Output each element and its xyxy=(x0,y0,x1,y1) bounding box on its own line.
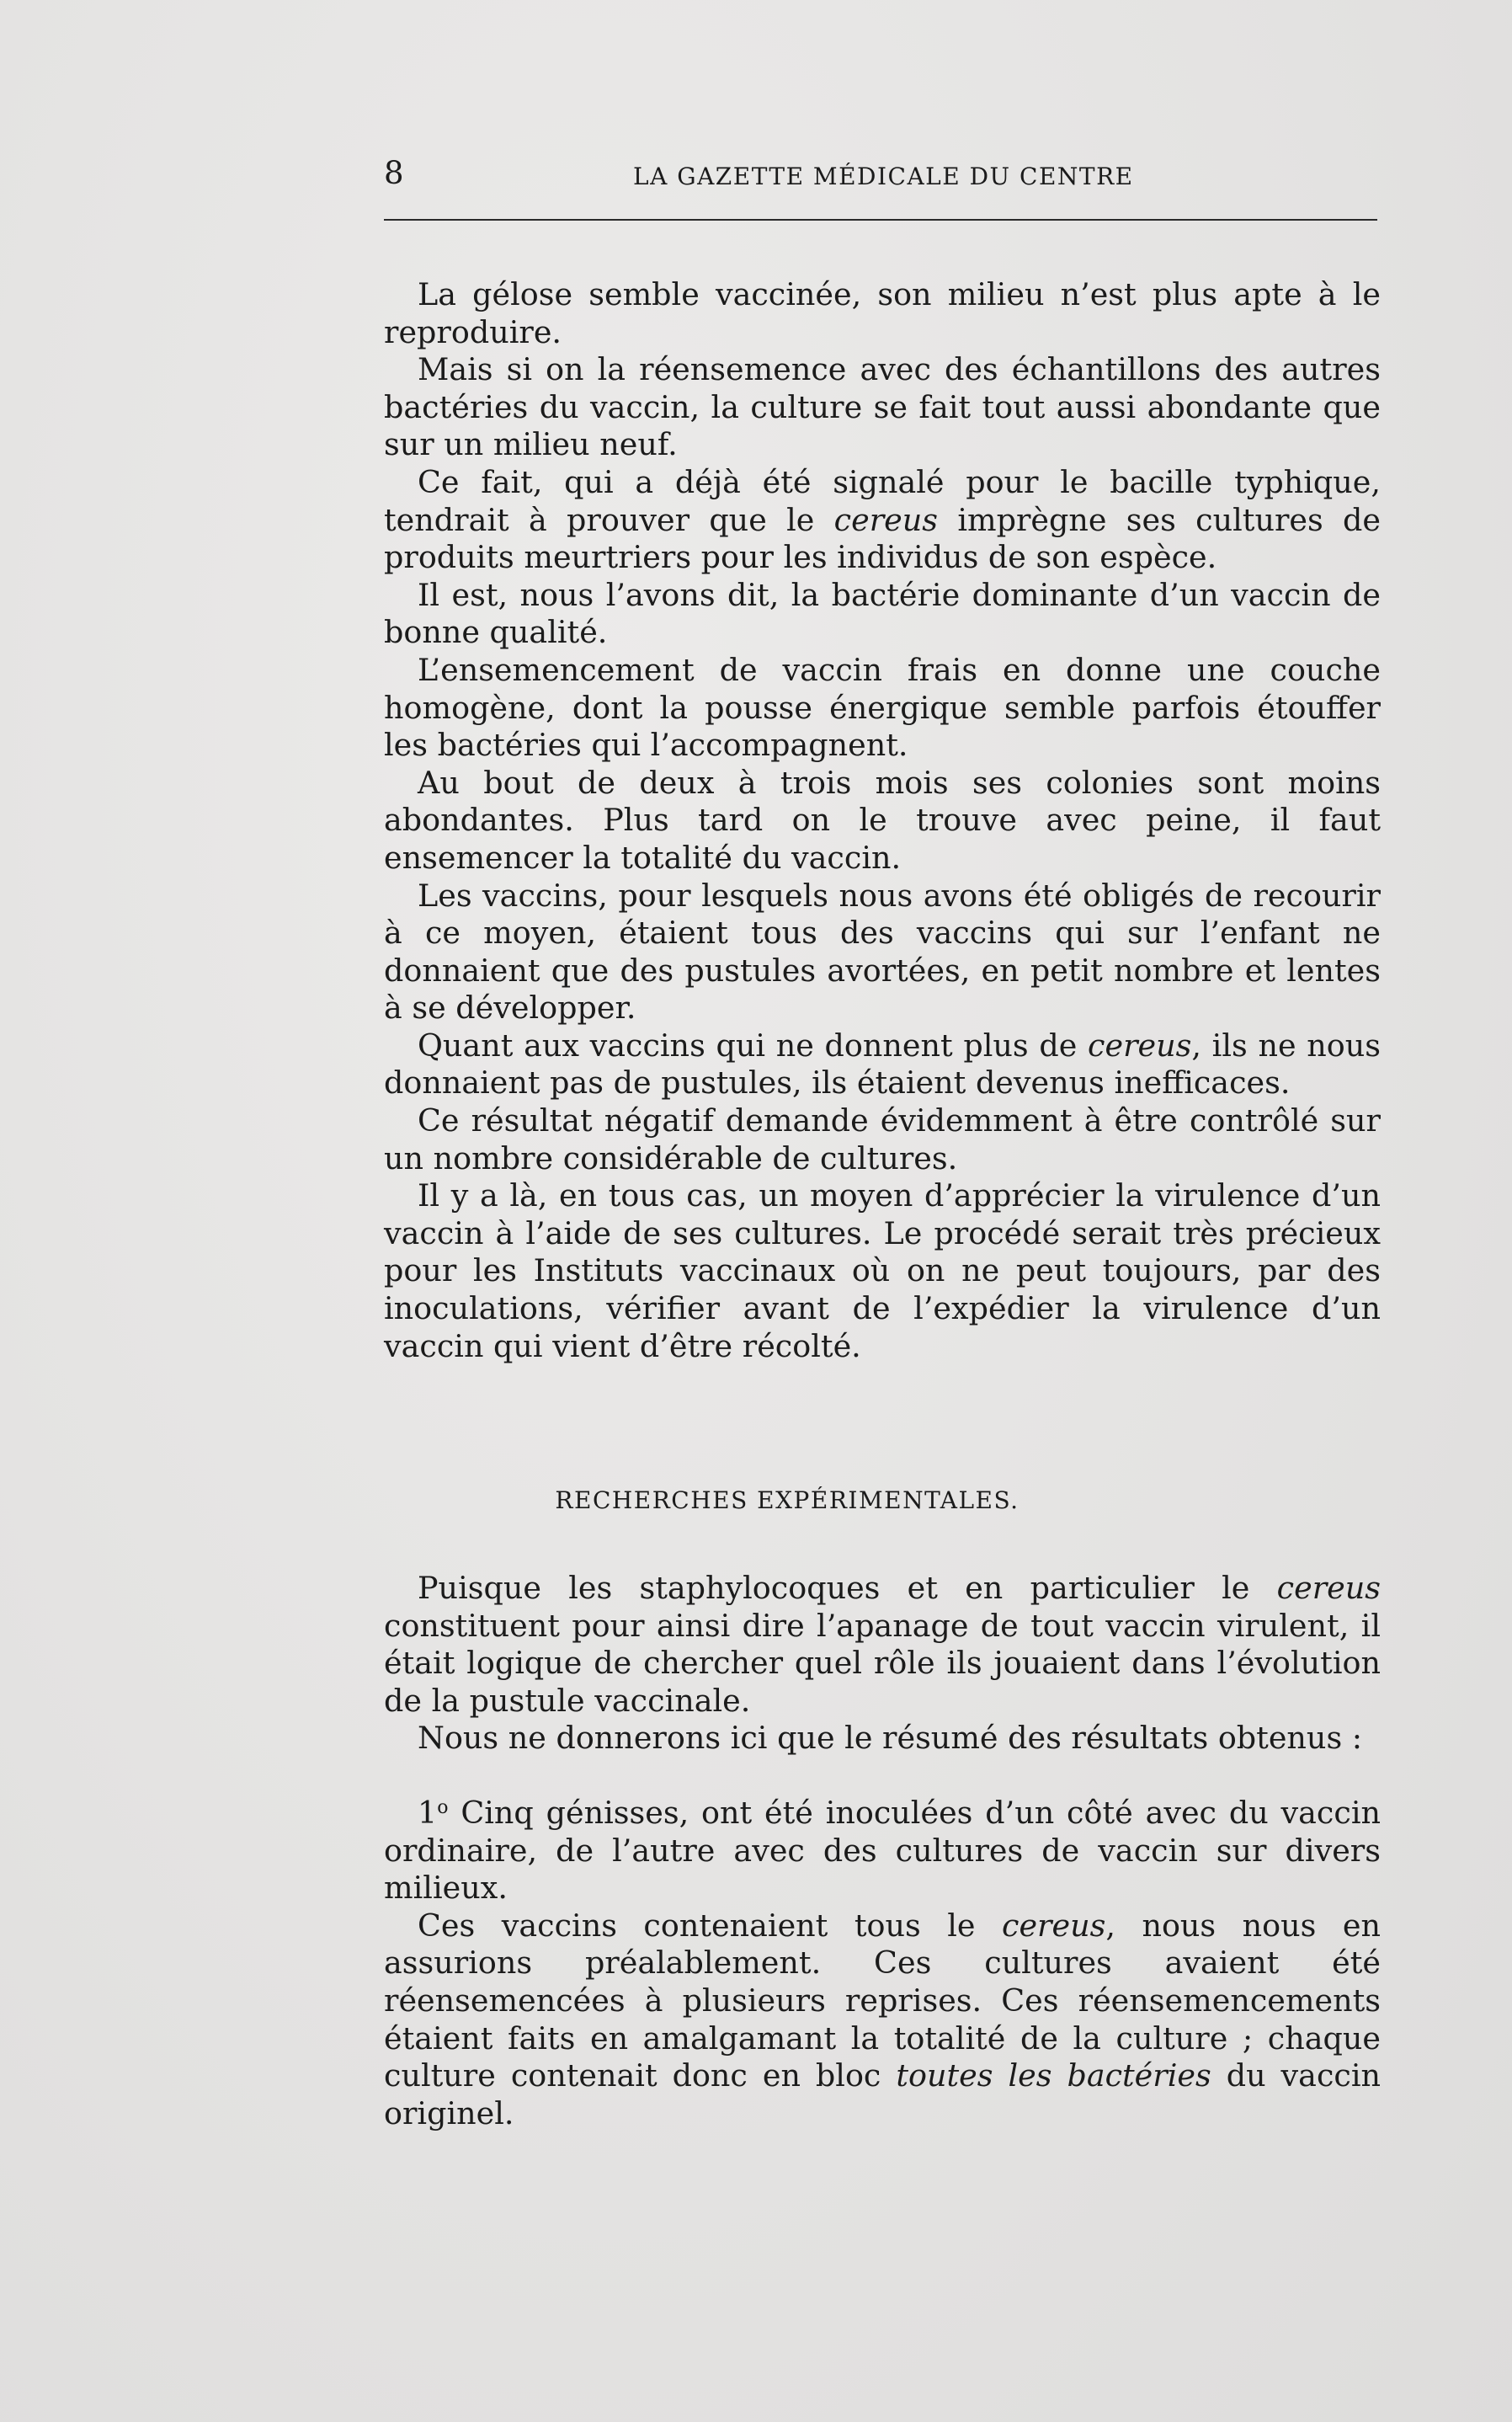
paragraph xyxy=(384,1907,1381,2133)
paragraph xyxy=(384,1027,1381,1102)
italic-phrase: toutes les bactéries xyxy=(896,2057,1211,2094)
text-run: Ce fait, qui a déjà été signalé pour le bacille typhique, tendrait à prouver que le xyxy=(384,463,1381,538)
paragraph: Au bout de deux à trois mois ses colonies sont moins abondantes. Plus tard on le trouve avec peine, il faut ensemencer la totalité du vaccin. xyxy=(384,764,1381,876)
numbered-paragraph xyxy=(384,1795,1381,1907)
italic-term: cereus xyxy=(1002,1907,1106,1944)
paragraph: Les vaccins, pour lesquels nous avons été obligés de recourir à ce moyen, étaient tous des vaccins qui sur l’enfant ne donnaient que des pustules avortées, en petit nombre et lentes à se développer. xyxy=(384,877,1381,1027)
text-run: imprègne ses cultures de produits meurtriers pour les individus de son espèce. xyxy=(384,501,1381,576)
text-run: constituent pour ainsi dire l’apanage de tout vaccin virulent, il était logique de chercher quel rôle ils jouaient dans l’évolution de la pustule vaccinale. xyxy=(384,1607,1381,1719)
item-number: 1 xyxy=(418,1794,438,1831)
text-run: Ces vaccins contenaient tous le xyxy=(418,1907,1002,1944)
text-run: , ils ne nous donnaient pas de pustules, ils étaient devenus inefficaces. xyxy=(384,1027,1381,1102)
text-run: , nous nous en assurions préalablement. Ces cultures avaient été réensemencées à plusieurs reprises. Ces réensemencements étaient faits en amalgamant la totalité de la culture ; chaque culture contenait donc en bloc xyxy=(384,1907,1381,2094)
text-run: du vaccin originel. xyxy=(384,2057,1382,2131)
text-run: Quant aux vaccins qui ne donnent plus de xyxy=(418,1027,1089,1064)
paragraph: Il y a là, en tous cas, un moyen d’apprécier la virulence d’un vaccin à l’aide de ses cultures. Le procédé serait très précieux pour les Instituts vaccinaux où on ne peut toujours, par des inoculations, vérifier avant de l’expédier la virulence d’un vaccin qui vient d’être récolté. xyxy=(384,1177,1381,1364)
paragraph: La gélose semble vaccinée, son milieu n’est plus apte à le reproduire. xyxy=(384,276,1381,350)
italic-term: cereus xyxy=(833,501,939,538)
paragraph: Il est, nous l’avons dit, la bactérie dominante d’un vaccin de bonne qualité. xyxy=(384,576,1381,651)
ordinal-superscript: o xyxy=(437,1796,449,1818)
paragraph: Mais si on la réensemence avec des échantillons des autres bactéries du vaccin, la culture se fait tout aussi abondante que sur un milieu neuf. xyxy=(384,351,1381,463)
body-column-bottom xyxy=(384,1570,1381,2132)
page-number: 8 xyxy=(384,155,404,191)
paragraph xyxy=(384,464,1381,577)
italic-term: cereus xyxy=(1276,1570,1381,1606)
italic-term: cereus xyxy=(1088,1027,1192,1064)
section-heading: RECHERCHES EXPÉRIMENTALES. xyxy=(555,1486,1020,1514)
running-title: LA GAZETTE MÉDICALE DU CENTRE xyxy=(633,163,1134,190)
text-run: Cinq génisses, ont été inoculées d’un côté avec du vaccin ordinaire, de l’autre avec des cultures de vaccin sur divers milieux. xyxy=(384,1794,1381,1907)
body-column-top xyxy=(384,276,1381,1365)
paragraph: Nous ne donnerons ici que le résumé des résultats obtenus : xyxy=(418,1720,1363,1757)
text-run: Puisque les staphylocoques et en particulier le xyxy=(418,1570,1277,1606)
paragraph: L’ensemencement de vaccin frais en donne une couche homogène, dont la pousse énergique semble parfois étouffer les bactéries qui l’accompagnent. xyxy=(384,651,1381,764)
paragraph: Ce résultat négatif demande évidemment à être contrôlé sur un nombre considérable de cultures. xyxy=(384,1102,1381,1176)
header-rule xyxy=(384,219,1377,221)
paragraph xyxy=(384,1570,1381,1720)
